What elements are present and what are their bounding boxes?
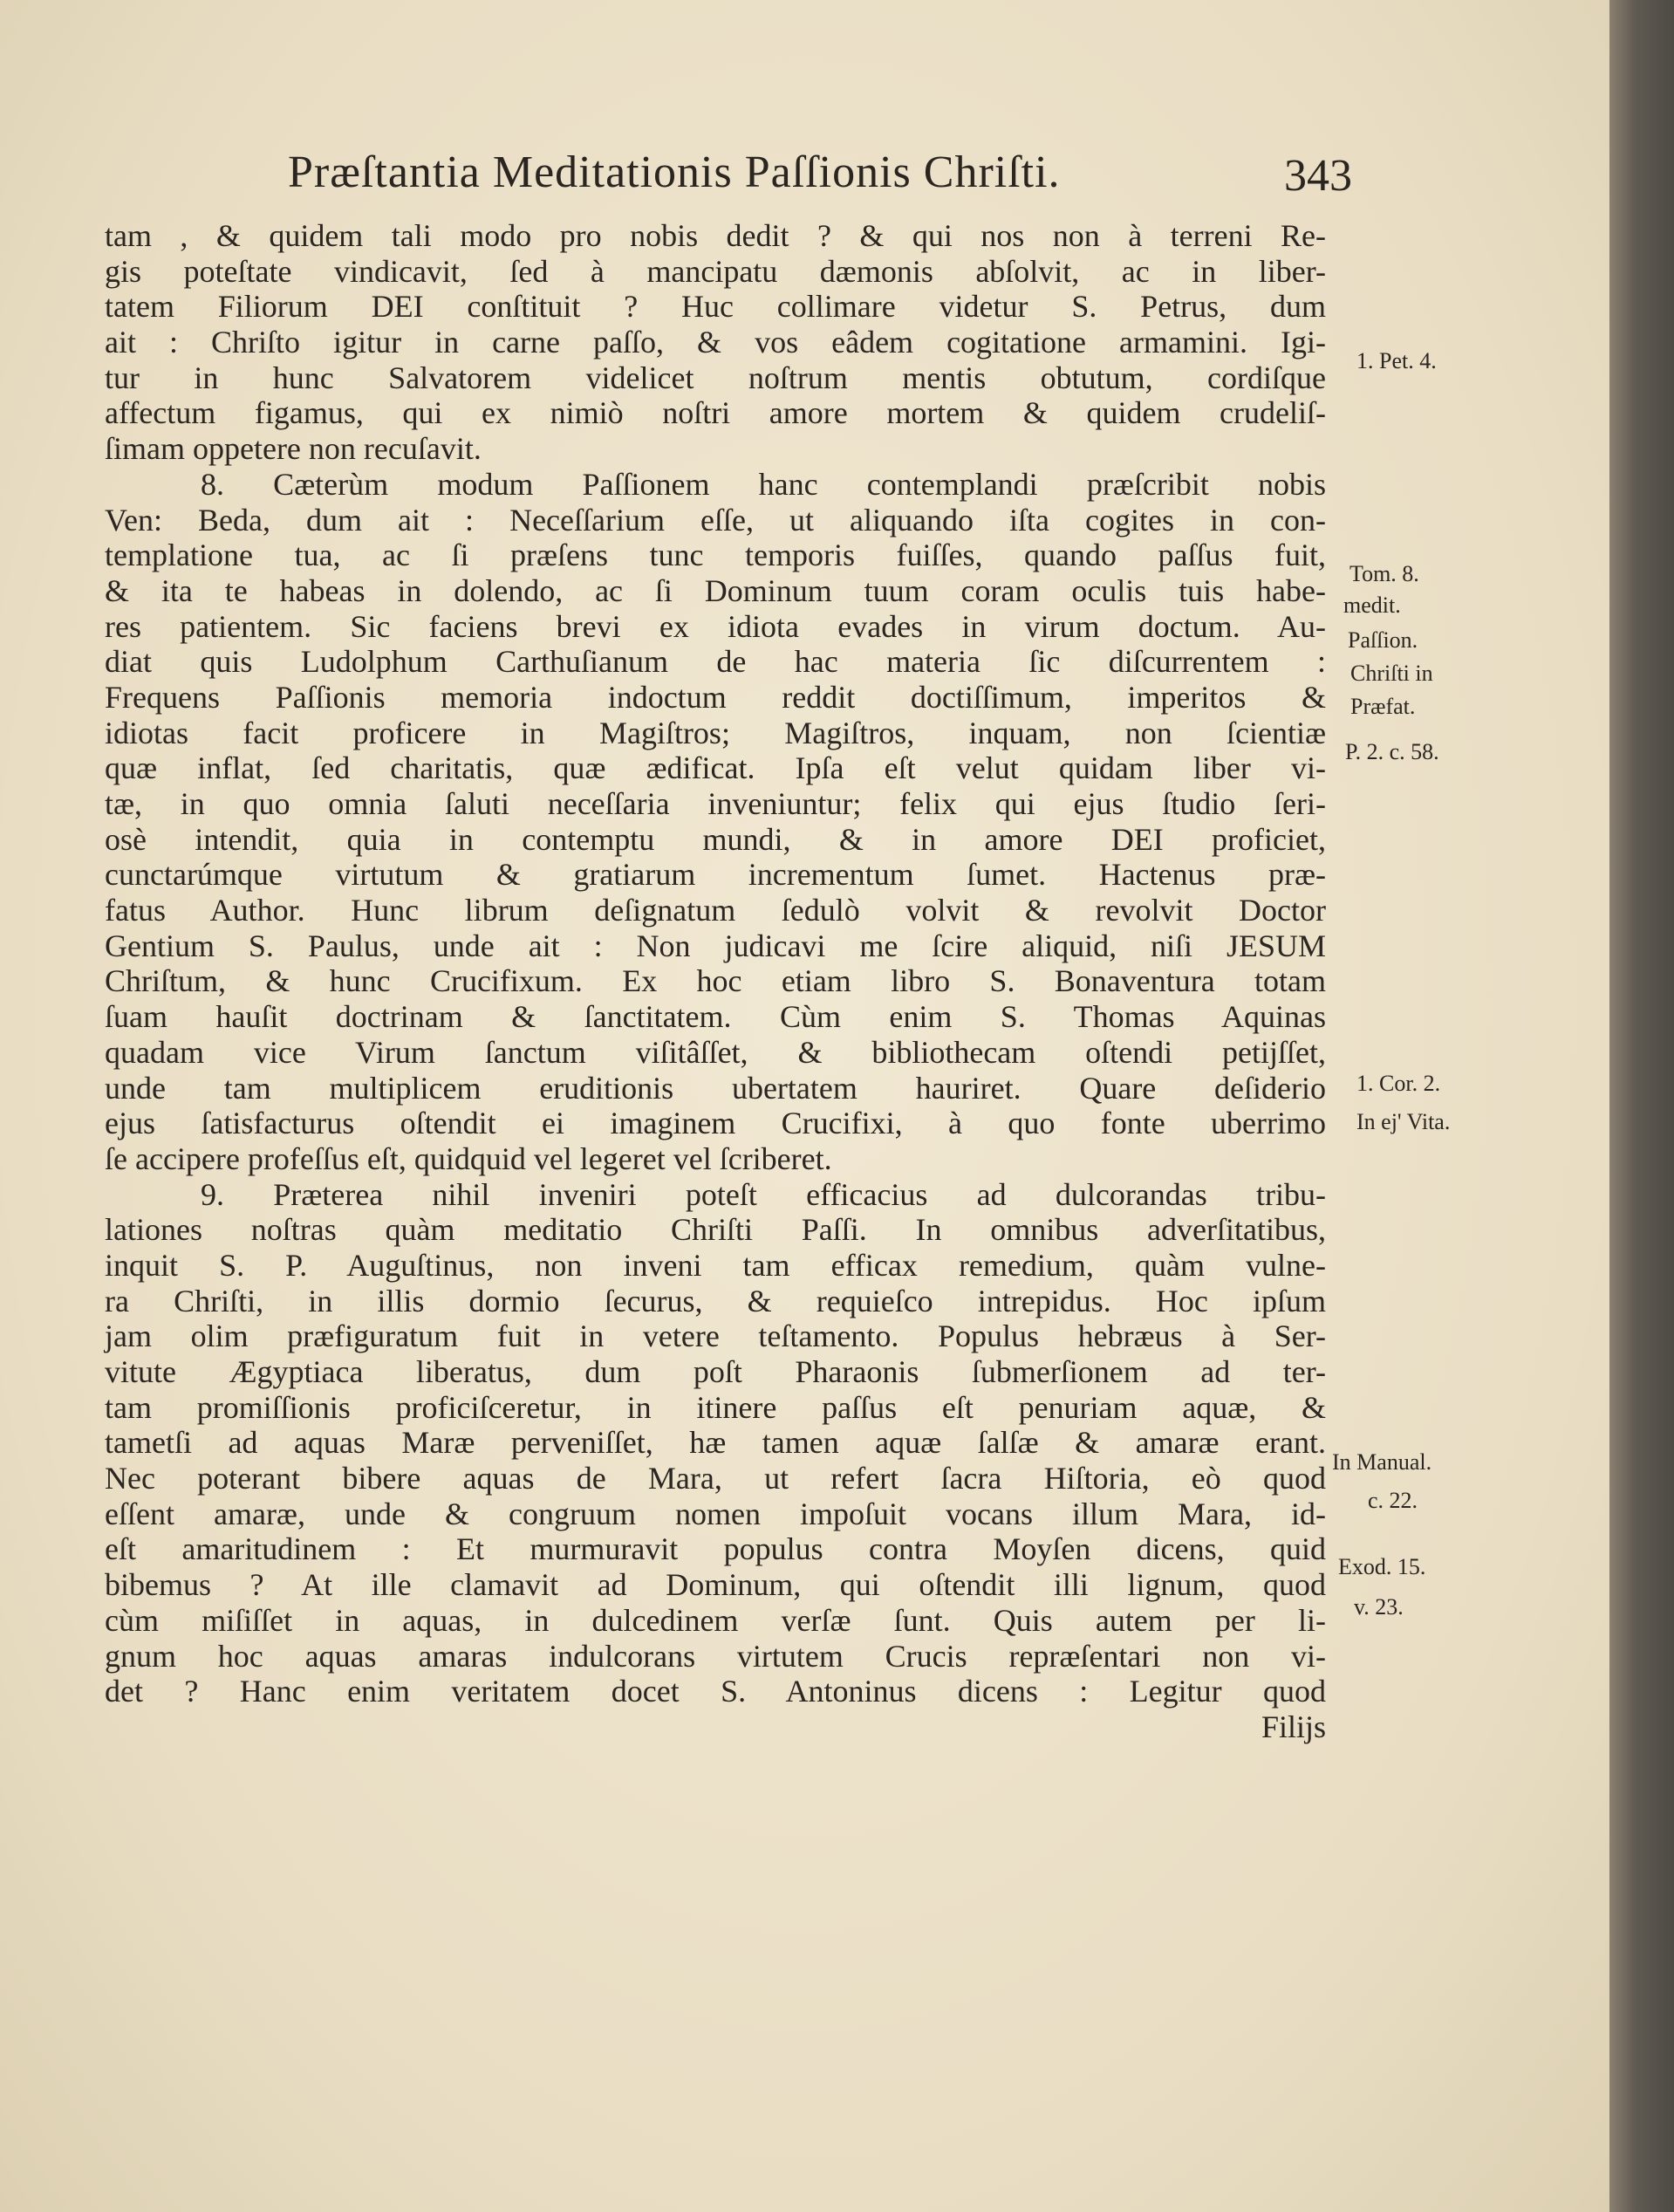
text-line: affectum figamus, qui ex nimiò noſtri amore mortem & quidem crudeliſ- [105,395,1326,431]
text-line: tam , & quidem tali modo pro nobis dedit ? & qui nos non à terreni Re- [105,218,1326,253]
text-line: ejus ſatisfacturus oſtendit ei imaginem Crucifixi, à quo fonte uberrimo [105,1106,1326,1141]
text-line: Nec poterant bibere aquas de Mara, ut refert ſacra Hiſtoria, eò quod [105,1461,1326,1496]
text-line: inquit S. P. Auguſtinus, non inveni tam efficax remedium, quàm vulne- [105,1247,1326,1283]
text-line: lationes noſtras quàm meditatio Chriſti Paſſi. In omnibus adverſitatibus, [105,1212,1326,1248]
page-header [288,147,1352,216]
text-line: Frequens Paſſionis memoria indoctum reddit doctiſſimum, imperitos & [105,679,1326,715]
text-line: res patientem. Sic faciens brevi ex idiota evades in virum doctum. Au- [105,608,1326,644]
text-line: cùm miſiſſet in aquas, in dulcedinem verſæ ſunt. Quis autem per li- [105,1602,1326,1638]
text-line: Chriſtum, & hunc Crucifixum. Ex hoc etiam libro S. Bonaventura totam [105,963,1326,999]
text-line: ſimam oppetere non recuſavit. [105,431,482,467]
text-line: vitute Ægyptiaca liberatus, dum poſt Pharaonis ſubmerſionem ad ter- [105,1354,1326,1389]
text-line: tæ, in quo omnia ſaluti neceſſaria inveniuntur; felix qui ejus ſtudio ſeri- [105,786,1326,821]
paragraph-start-8: 8. Cæterùm modum Paſſionem hanc contemplandi præſcribit nobis [201,466,1326,502]
running-title: Præſtantia Meditationis Paſſionis Chriſti. [288,147,1061,197]
text-line: & ita te habeas in dolendo, ac ſi Dominum tuum coram oculis tuis habe- [105,572,1326,608]
page-number: 343 [1284,151,1352,201]
margin-note: In ej' Vita. [1356,1109,1451,1134]
margin-note: medit. [1343,592,1401,618]
margin-note: 1. Pet. 4. [1356,348,1437,373]
book-gutter [1609,0,1674,2212]
text-line: ra Chriſti, in illis dormio ſecurus, & requieſco intrepidus. Hoc ipſum [105,1283,1326,1318]
margin-note: v. 23. [1354,1594,1404,1620]
text-line: tam promiſſionis proficiſceretur, in itinere paſſus eſt penuriam aquæ, & [105,1389,1326,1425]
text-line: ait : Chriſto igitur in carne paſſo, & vos eâdem cogitatione armamini. Igi- [105,325,1326,360]
text-line: idiotas facit proficere in Magiſtros; Magiſtros, inquam, non ſcientiæ [105,715,1326,750]
margin-note: In Manual. [1332,1449,1432,1475]
margin-note: Paſſion. [1348,627,1418,653]
text-line: quæ inflat, ſed charitatis, quæ ædificat. Ipſa eſt velut quidam liber vi- [105,750,1326,786]
text-line: tatem Filiorum DEI conſtituit ? Huc collimare videtur S. Petrus, dum [105,289,1326,325]
text-line: eſſent amaræ, unde & congruum nomen impoſuit vocans illum Mara, id- [105,1496,1326,1531]
paragraph-start-9: 9. Præterea nihil inveniri poteſt efficacius ad dulcorandas tribu- [201,1176,1326,1212]
text-line: Ven: Beda, dum ait : Neceſſarium eſſe, ut aliquando iſta cogites in con- [105,502,1326,538]
margin-note: 1. Cor. 2. [1356,1071,1441,1096]
text-line: diat quis Ludolphum Carthuſianum de hac materia ſic diſcurrentem : [105,644,1326,680]
text-line: ſuam hauſit doctrinam & ſanctitatem. Cùm enim S. Thomas Aquinas [105,999,1326,1035]
text-line: bibemus ? At ille clamavit ad Dominum, qui oſtendit illi lignum, quod [105,1567,1326,1603]
catchword: Filijs [1261,1709,1326,1744]
text-line: templatione tua, ac ſi præſens tunc temporis fuiſſes, quando paſſus fuit, [105,538,1326,573]
text-line: unde tam multiplicem eruditionis ubertatem hauriret. Quare deſiderio [105,1070,1326,1106]
margin-note: c. 22. [1368,1488,1418,1513]
margin-note: Tom. 8. [1349,561,1419,586]
text-line: fatus Author. Hunc librum deſignatum ſedulò volvit & revolvit Doctor [105,893,1326,928]
text-line: gnum hoc aquas amaras indulcorans virtutem Crucis repræſentari non vi- [105,1638,1326,1674]
text-line: ſe accipere profeſſus eſt, quidquid vel legeret vel ſcriberet. [105,1140,832,1176]
text-line: tur in hunc Salvatorem videlicet noſtrum mentis obtutum, cordiſque [105,360,1326,395]
text-line: Gentium S. Paulus, unde ait : Non judicavi me ſcire aliquid, niſi JESUM [105,928,1326,963]
text-line: cunctarúmque virtutum & gratiarum incrementum ſumet. Hactenus præ- [105,857,1326,893]
text-line: gis poteſtate vindicavit, ſed à mancipatu dæmonis abſolvit, ac in liber- [105,253,1326,289]
margin-note: Præfat. [1350,694,1416,719]
text-line: det ? Hanc enim veritatem docet S. Antoninus dicens : Legitur quod [105,1674,1326,1709]
margin-note: Chriſti in [1350,661,1433,686]
text-line: quadam vice Virum ſanctum viſitâſſet, & bibliothecam oſtendi petijſſet, [105,1034,1326,1070]
text-line: tametſi ad aquas Maræ perveniſſet, hæ tamen aquæ ſalſæ & amaræ erant. [105,1425,1326,1461]
margin-note: Exod. 15. [1338,1554,1426,1579]
margin-note: P. 2. c. 58. [1345,739,1439,764]
text-line: jam olim præfiguratum fuit in vetere teſtamento. Populus hebræus à Ser- [105,1318,1326,1354]
text-line: osè intendit, quia in contemptu mundi, & in amore DEI proficiet, [105,821,1326,857]
body-text [105,218,1326,1745]
text-line: eſt amaritudinem : Et murmuravit populus contra Moyſen dicens, quid [105,1531,1326,1567]
